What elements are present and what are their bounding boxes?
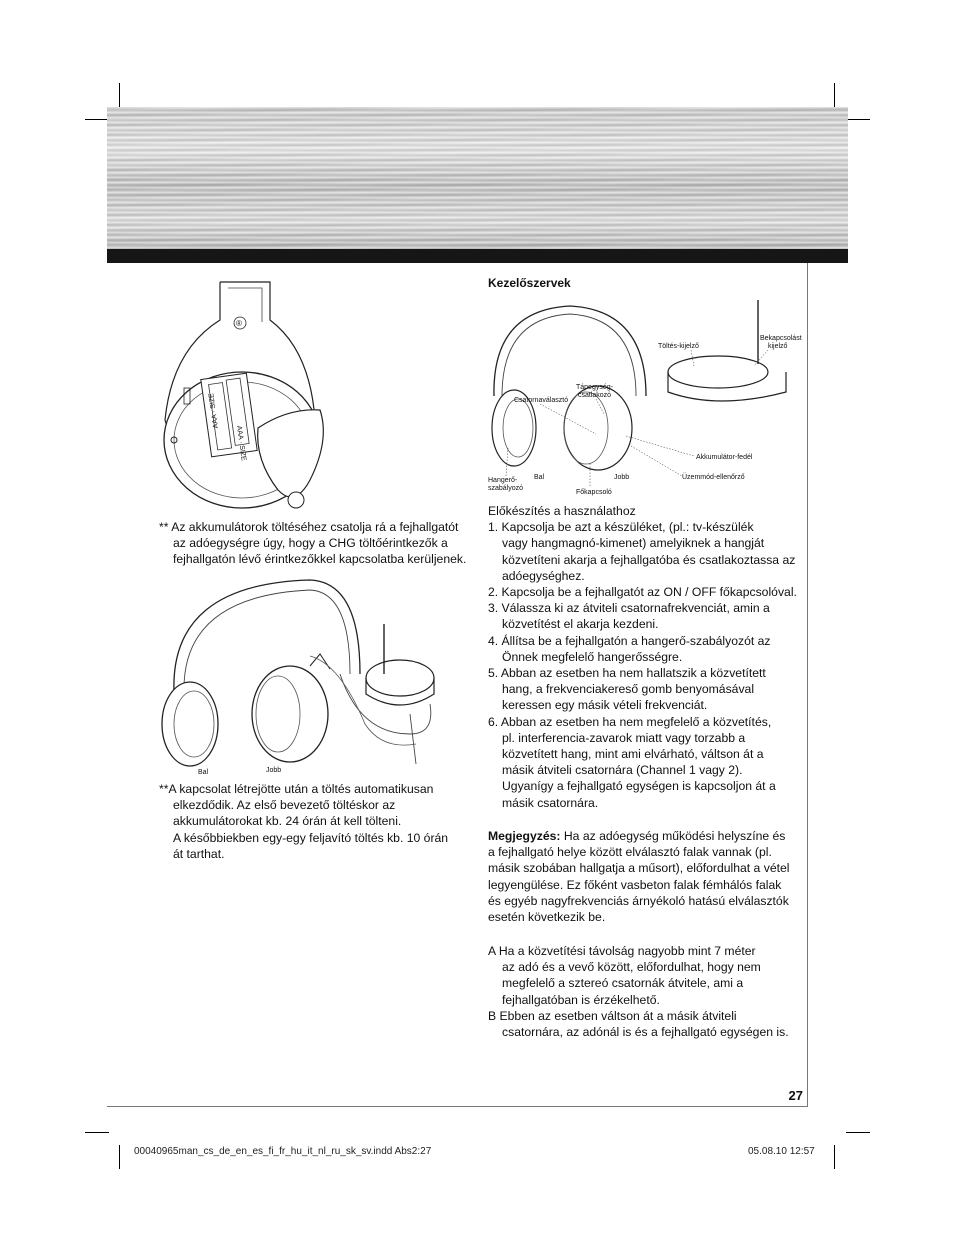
section-heading: Kezelőszervek xyxy=(488,276,571,290)
list-item-b: B Ebben az esetben váltson át a másik átviteli xyxy=(488,1008,737,1023)
operation-check-label: Üzemmód-ellenőrző xyxy=(682,474,745,481)
crop-mark xyxy=(85,1132,109,1133)
charging-note-line: ** Az akkumulátorok töltéséhez csatolja rá a fejhallgatót xyxy=(159,520,459,534)
header-metal-band xyxy=(107,107,848,249)
note-line: és egyéb nagyfrekvenciás árnyékoló hatású elválasztók xyxy=(488,893,789,908)
step-line: adóegységhez. xyxy=(502,568,585,583)
battery-label-2: AAA · SIZE xyxy=(235,425,247,462)
step-line: közvetítést el akarja kezdeni. xyxy=(502,617,659,632)
footer-timestamp: 05.08.10 12:57 xyxy=(748,1146,815,1157)
preparation-section xyxy=(488,503,797,811)
distance-list xyxy=(488,943,789,1040)
step-line: hang, a frekvenciakereső gomb benyomásával xyxy=(502,682,755,697)
list-item-a: A Ha a közvetítési távolság nagyobb mint 7 méter xyxy=(488,944,756,958)
volume-label-1: Hangerő- xyxy=(488,477,518,484)
headphone-on-base-figure xyxy=(160,574,460,780)
note-section xyxy=(488,828,789,925)
step-line: pl. interferencia-zavarok miatt vagy torzabb a xyxy=(502,730,746,745)
crop-mark xyxy=(119,83,120,107)
step-line: 3. Válassza ki az átviteli csatornafrekvenciát, amin a xyxy=(488,601,770,616)
step-line: keressen egy másik vételi frekvenciát. xyxy=(502,698,708,713)
trademark-symbol: ® xyxy=(236,319,242,328)
step-line: 2. Kapcsolja be a fejhallgatót az ON / OFF főkapcsolóval. xyxy=(488,585,797,600)
list-item-a-line: megfelelő a sztereó csatornák átvitele, ami a xyxy=(502,976,744,991)
crop-mark xyxy=(119,1145,120,1169)
fig2-label-left: Bal xyxy=(198,769,209,776)
crop-mark xyxy=(846,1132,870,1133)
step-line: másik átviteli csatornára (Channel 1 vagy 2). xyxy=(502,763,743,778)
step-line: másik csatornára. xyxy=(502,795,599,810)
auto-charge-note-line: **A kapcsolat létrejötte után a töltés automatikusan xyxy=(159,782,434,796)
note-label: Megjegyzés: xyxy=(488,829,561,843)
auto-charge-note-line: át tarthat. xyxy=(173,846,225,861)
list-item-b-line: csatornára, az adónál is és a fejhallgató egységen is. xyxy=(502,1025,789,1040)
page-rule-horizontal xyxy=(107,1106,808,1107)
auto-charge-note-line: A későbbiekben egy-egy feljavító töltés kb. 10 órán xyxy=(173,830,449,845)
crop-mark xyxy=(834,83,835,107)
auto-charge-note-line: elkezdődik. Az első bevezető töltéskor az xyxy=(173,798,396,813)
auto-charge-note-line: akkumulátorokat kb. 24 órán át kell tölteni. xyxy=(173,814,402,829)
header-black-bar xyxy=(107,249,848,263)
battery-cover-label: Akkumulátor-fedél xyxy=(696,454,753,461)
step-line: 5. Abban az esetben ha nem hallatszik a közvetített xyxy=(488,666,766,681)
main-switch-label: Főkapcsoló xyxy=(576,489,612,496)
step-line: közvetíteni akarja a fejhallgatóba és csatlakoztassa az xyxy=(502,552,796,567)
power-on-indicator-label-1: Bekapcsolást xyxy=(760,335,802,342)
controls-figure xyxy=(486,296,806,500)
note-line: esetén következik be. xyxy=(488,910,606,925)
fig3-label-left: Bal xyxy=(534,474,545,481)
crop-mark xyxy=(846,119,870,120)
list-item-a-line: fejhallgatóban is érzékelhető. xyxy=(502,992,660,1007)
step-line: 1. Kapcsolja be azt a készüléket, (pl.: tv-készülék xyxy=(488,520,754,535)
step-line: közvetített hang, mint ami elvárható, váltson át a xyxy=(502,747,764,762)
step-line: Önnek megfelelő hangerősségre. xyxy=(502,649,683,664)
note-line: legyengülése. Ez főként vasbeton falak fémhálós falak xyxy=(488,877,782,892)
step-line: 6. Abban az esetben ha nem megfelelő a közvetítés, xyxy=(488,714,772,729)
charging-note-line: az adóegységre úgy, hogy a CHG töltőérintkezők a xyxy=(173,536,448,551)
note-line: a fejhallgató helye között elválasztó falak vannak (pl. xyxy=(488,845,772,860)
battery-compartment-figure xyxy=(160,280,350,512)
page-number: 27 xyxy=(788,1088,803,1103)
power-jack-label-1: Tápegység- xyxy=(576,384,613,391)
battery-label-1: AAA · SIZE xyxy=(208,392,220,429)
page-rule-vertical xyxy=(807,263,808,1106)
crop-mark xyxy=(85,119,109,120)
auto-charge-note xyxy=(159,781,448,862)
volume-label-2: szabályozó xyxy=(488,485,524,492)
charging-note-line: fejhallgatón lévő érintkezőkkel kapcsolatba kerüljenek. xyxy=(173,552,467,567)
fig3-label-right: Jobb xyxy=(614,474,630,481)
charging-note xyxy=(159,519,466,568)
step-line: 4. Állítsa be a fejhallgatón a hangerő-szabályozót az xyxy=(488,633,771,648)
step-line: vagy hangmagnó-kimenet) amelyiknek a hangját xyxy=(502,536,765,551)
preparation-title: Előkészítés a használathoz xyxy=(488,504,636,518)
step-line: Ugyanígy a fejhallgató egységen is kapcsoljon át a xyxy=(502,779,776,794)
channel-selector-label: Csatornaválasztó xyxy=(514,397,569,404)
note-line: másik szobában hallgatja a műsort), előfordulhat a vétel xyxy=(488,861,790,876)
note-first-line: Ha az adóegység működési helyszíne és xyxy=(560,829,786,843)
power-on-indicator-label-2: kijelző xyxy=(768,343,788,350)
footer-filename: 00040965man_cs_de_en_es_fi_fr_hu_it_nl_ru_sk_sv.indd Abs2:27 xyxy=(134,1146,432,1157)
crop-mark xyxy=(834,1145,835,1169)
charge-indicator-label: Töltés-kijelző xyxy=(658,343,699,350)
list-item-a-line: az adó és a vevő között, előfordulhat, hogy nem xyxy=(502,960,761,975)
fig2-label-right: Jobb xyxy=(266,767,282,774)
power-jack-label-2: csatlakozó xyxy=(578,392,612,399)
